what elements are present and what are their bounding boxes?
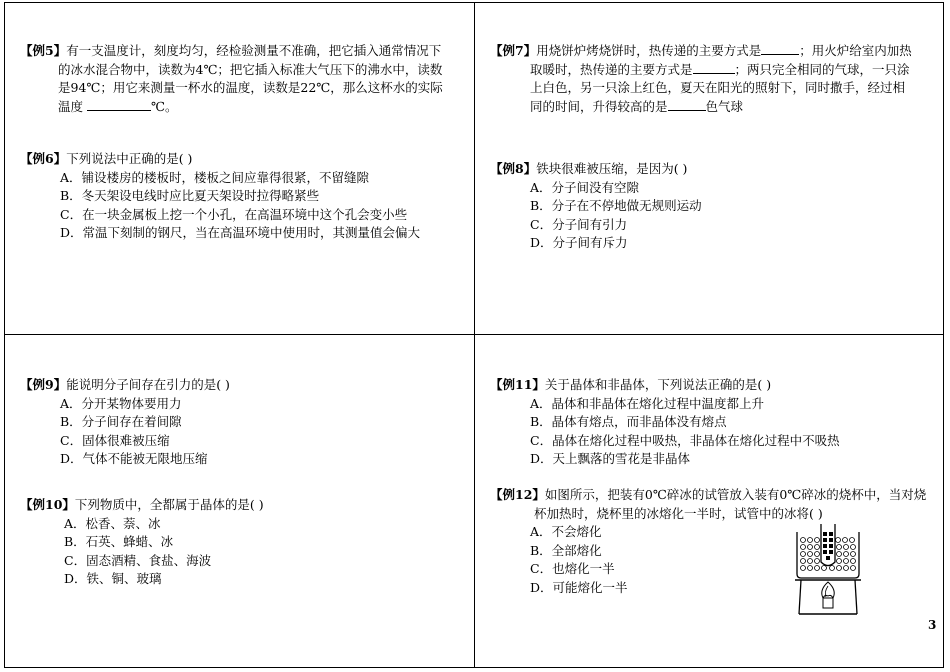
question-9-option-d: D．气体不能被无限地压缩 [60, 451, 208, 466]
question-8 [490, 160, 938, 253]
question-6-stem: 下列说法中正确的是( ) [66, 151, 193, 166]
question-7-line-4b: 色气球 [705, 98, 744, 114]
question-5-answer-blank[interactable] [87, 98, 151, 111]
question-12-option-d: D．可能熔化一半 [530, 579, 628, 595]
question-11-option-b: B．晶体有熔点，而非晶体没有熔点 [530, 414, 727, 429]
question-10-option-b: B．石英、蜂蜡、冰 [64, 534, 174, 549]
question-7-line-2a: 取暖时，热传递的主要方式是 [530, 61, 693, 77]
question-8-stem: 铁块很难被压缩，是因为( ) [536, 161, 688, 176]
question-8-option-a: A．分子间没有空隙 [530, 179, 640, 195]
question-7-blank-3[interactable] [668, 98, 706, 111]
question-12 [490, 486, 938, 597]
question-9-stem: 能说明分子间存在引力的是( ) [66, 377, 230, 392]
question-7-line-2b: ；两只完全相同的气球，一只涂 [734, 61, 910, 77]
question-9-tag: 【例9】 [20, 377, 67, 392]
question-10-option-d: D．铁、铜、玻璃 [64, 571, 162, 586]
question-12-option-c: C．也熔化一半 [530, 561, 615, 576]
question-9-option-a: A．分开某物体要用力 [60, 395, 182, 411]
question-9-option-c: C．固体很难被压缩 [60, 432, 170, 448]
question-7-line-4a: 同的时间，升得较高的是 [530, 98, 668, 114]
question-6-option-c: C．在一块金属板上挖一个小孔，在高温环境中这个孔会变小些 [60, 206, 408, 222]
question-5-tag: 【例5】 [20, 43, 67, 58]
question-11-tag: 【例11】 [490, 377, 545, 392]
question-6-tag: 【例6】 [20, 151, 67, 166]
question-8-option-b: B．分子在不停地做无规则运动 [530, 198, 702, 213]
question-12-line-1: 如图所示，把装有0℃碎冰的试管放入装有0℃碎冰的烧杯中，当对烧 [544, 487, 927, 502]
question-11-stem: 关于晶体和非晶体，下列说法正确的是( ) [544, 377, 772, 392]
question-5 [20, 42, 466, 116]
question-12-tag: 【例12】 [490, 487, 545, 502]
question-5-line-1: 有一支温度计，刻度均匀，经检验测量不准确，把它插入通常情况下 [66, 43, 442, 58]
horizontal-divider [4, 334, 944, 335]
question-10 [20, 496, 466, 589]
question-10-tag: 【例10】 [20, 497, 75, 512]
question-7-line-1b: ；用火炉给室内加热 [799, 43, 912, 58]
question-10-stem: 下列物质中，全都属于晶体的是( ) [74, 497, 264, 512]
beaker-test-tube-figure [793, 522, 863, 618]
question-11-option-d: D．天上飘落的雪花是非晶体 [530, 451, 691, 466]
question-6-option-b: B．冬天架设电线时应比夏天架设时拉得略紧些 [60, 188, 320, 203]
question-10-option-c: C．固态酒精、食盐、海波 [64, 552, 212, 568]
question-11-option-c: C．晶体在熔化过程中吸热，非晶体在熔化过程中不吸热 [530, 432, 840, 448]
vertical-divider [474, 2, 475, 668]
question-7-blank-1[interactable] [761, 42, 799, 55]
question-7 [490, 42, 938, 116]
question-8-tag: 【例8】 [490, 161, 537, 176]
question-8-option-d: D．分子间有斥力 [530, 235, 628, 250]
question-9-option-b: B．分子间存在着间隙 [60, 414, 182, 429]
question-5-line-2: 的冰水混合物中，读数为4℃；把它插入标准大气压下的沸水中，读数 [58, 61, 443, 77]
question-12-option-b: B．全部熔化 [530, 542, 602, 558]
question-5-line-4a: 温度 [58, 98, 84, 114]
question-11-option-a: A．晶体和非晶体在熔化过程中温度都上升 [530, 395, 765, 411]
question-5-line-4b: ℃。 [151, 98, 178, 114]
question-9 [20, 376, 466, 469]
question-7-line-3: 上白色，另一只涂上红色，夏天在阳光的照射下，同时撒手，经过相 [530, 80, 906, 95]
question-8-option-c: C．分子间有引力 [530, 216, 628, 232]
question-12-option-a: A．不会熔化 [530, 524, 602, 539]
question-7-blank-2[interactable] [693, 61, 735, 74]
question-7-line-1a: 用烧饼炉烤烧饼时，热传递的主要方式是 [536, 43, 762, 58]
question-12-line-2: 杯加热时，烧杯里的冰熔化一半时，试管中的冰将( ) [534, 505, 823, 521]
page-number: 3 [928, 618, 937, 632]
question-7-tag: 【例7】 [490, 43, 537, 58]
question-10-option-a: A．松香、萘、冰 [64, 515, 161, 531]
question-6-option-d: D．常温下刻制的钢尺，当在高温环境中使用时，其测量值会偏大 [60, 225, 421, 240]
question-5-line-3: 是94℃；用它来测量一杯水的温度，读数是22℃，那么这杯水的实际 [58, 80, 443, 95]
question-6 [20, 150, 466, 243]
question-11 [490, 376, 938, 469]
question-6-option-a: A．铺设楼房的楼板时，楼板之间应靠得很紧，不留缝隙 [60, 169, 370, 185]
